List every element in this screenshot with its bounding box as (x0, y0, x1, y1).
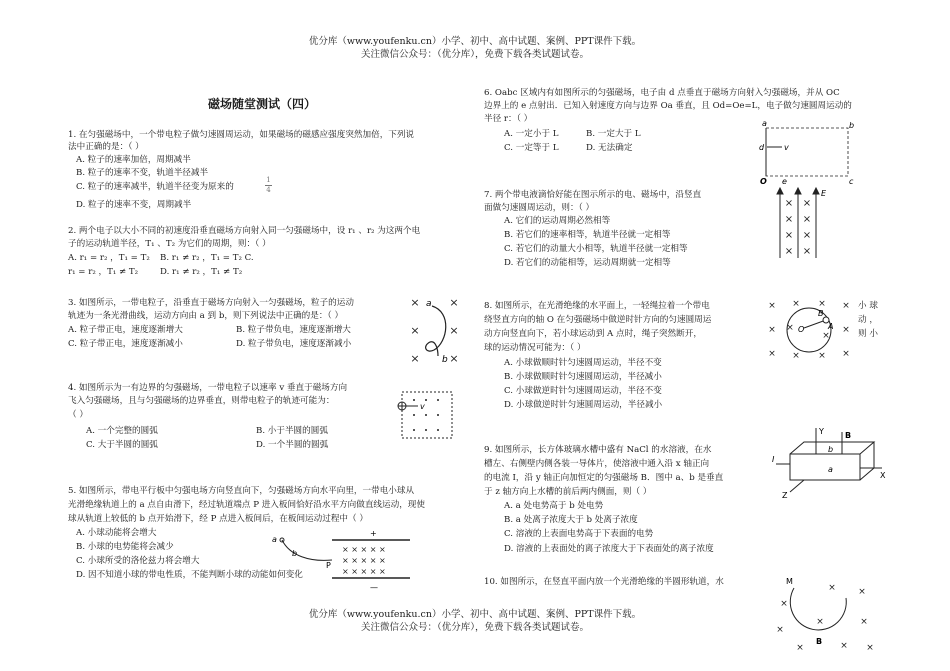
q5-option-b: B. 小球的电势能将会减少 (76, 542, 174, 552)
q4-option-d: D. 一个半圆的圆弧 (256, 440, 329, 450)
q9-label-b: b (828, 445, 834, 454)
q9-option-c: C. 溶液的上表面电势高于下表面的电势 (504, 529, 654, 539)
page-title: 磁场随堂测试（四） (208, 97, 317, 111)
svg-text:× × × × ×: × × × × × (342, 567, 386, 576)
svg-text:×: × (449, 352, 459, 365)
svg-text:× × × × ×: × × × × × (342, 545, 386, 554)
q3-trajectory (426, 306, 446, 356)
q5-label-p: P (326, 561, 331, 570)
q1-stem-1: 1. 在匀强磁场中，一个带电粒子做匀速圆周运动，如果磁场的磁感应强度突然加倍，下列说 (68, 130, 415, 140)
q8-label-b: B (818, 309, 824, 318)
q5-stem-2: 光滑绝缘轨道上的 a 点自由滑下，经过轨道端点 P 进入板间恰好沿水平方向做直线运动，现使 (68, 500, 425, 510)
q9-option-b: B. a 处离子浓度大于 b 处离子浓度 (504, 515, 638, 525)
q8-option-b: B. 小球做顺时针匀速圆周运动，半径减小 (504, 372, 662, 382)
q9-label-z: Z (782, 491, 788, 500)
q1-option-d: D. 粒子的速率不变，周期减半 (76, 200, 192, 210)
q9-option-d: D. 溶液的上表面处的离子浓度大于下表面处的离子浓度 (504, 544, 714, 554)
q3-label-a: a (426, 299, 432, 309)
q3-diagram (408, 294, 463, 366)
q5-track (282, 540, 332, 560)
q4-stem-3: （ ） (68, 410, 88, 420)
q9-label-y: Y (819, 427, 824, 436)
q7-stem-1: 7. 两个带电液滴恰好能在图示所示的电、磁场中，沿竖直 (484, 190, 702, 200)
q7-option-c: C. 若它们的动量大小相等，轨道半径就一定相等 (504, 244, 688, 254)
svg-text:×: × (802, 246, 812, 257)
svg-text:×: × (842, 325, 850, 335)
svg-text:×: × (816, 617, 824, 627)
q10-label-b: B (816, 637, 823, 646)
svg-text:×: × (410, 352, 420, 365)
q9-stem-1: 9. 如图所示，长方体玻璃水槽中盛有 NaCl 的水溶液，在水 (484, 445, 712, 455)
q1-fraction-den: 4 (266, 186, 271, 194)
svg-text:×: × (842, 301, 850, 311)
q8-side-2: 动 ， (858, 315, 878, 325)
q2-option-c: r₁ = r₂ ，T₁ ≠ T₂ (68, 267, 139, 277)
svg-text:×: × (784, 198, 794, 209)
q8-side-3: 则 小 (858, 329, 878, 339)
q4-diagram (394, 388, 456, 442)
svg-text:×: × (784, 246, 794, 257)
q8-label-a: A (828, 322, 834, 331)
q6-option-c: C. 一定等于 L (504, 143, 559, 153)
svg-text:×: × (818, 299, 826, 309)
q5-stem-1: 5. 如图所示，带电平行板中匀强电场方向竖直向下，匀强磁场方向水平向里，一带电小球从 (68, 486, 415, 496)
q4-option-b: B. 小于半圆的圆弧 (256, 426, 328, 436)
svg-text:×: × (768, 325, 776, 335)
q6-label-b: b (849, 121, 855, 130)
q10-stem-1: 10. 如图所示，在竖直平面内放一个光滑绝缘的半圆形轨道，水 (484, 577, 724, 587)
svg-text:×: × (858, 587, 866, 597)
svg-text:×: × (802, 230, 812, 241)
q4-label-v: v (420, 402, 425, 411)
q8-rope (804, 320, 826, 328)
q5-option-c: C. 小球所受的洛伦兹力将会增大 (76, 556, 200, 566)
q8-stem-2: 绕竖直方向的轴 O 在匀强磁场中做逆时针方向的匀速圆周运 (484, 315, 712, 325)
q8-option-a: A. 小球做顺时针匀速圆周运动，半径不变 (504, 358, 662, 368)
svg-text:×: × (842, 349, 850, 359)
q8-label-o: O (798, 325, 805, 334)
q9-option-a: A. a 处电势高于 b 处电势 (504, 501, 604, 511)
q4-option-a: A. 一个完整的圆弧 (86, 426, 158, 436)
svg-text:×: × (780, 599, 788, 609)
q3-option-b: B. 粒子带负电，速度逐渐增大 (236, 325, 351, 335)
q3-option-c: C. 粒子带正电，速度逐渐减小 (68, 339, 183, 349)
q9-diagram (770, 424, 890, 500)
q6-label-a: a (762, 120, 767, 128)
svg-text:×: × (784, 230, 794, 241)
q6-diagram (758, 120, 858, 184)
q3-label-b: b (442, 355, 448, 365)
q8-diagram (766, 296, 852, 362)
q9-stem-4: 于 z 轴方向上水槽的前后两内侧面，则（ ） (484, 487, 652, 497)
q7-option-a: A. 它们的运动周期必然相等 (504, 216, 611, 226)
q2-stem-2: 子的运动轨道半径，T₁ 、T₂ 为它们的周期，则：（ ） (68, 239, 271, 249)
q9-label-b-field: B (845, 431, 852, 440)
q7-option-d: D. 若它们的动能相等，运动周期就一定相等 (504, 258, 671, 268)
svg-text:×: × (449, 296, 459, 309)
footer-line-2: 关注微信公众号：（优分库），免费下载各类试题试卷。 (360, 622, 589, 633)
q3-stem-2: 轨迹为一条光滑曲线，运动方向由 a 到 b，则下列说法中正确的是：（ ） (68, 311, 344, 321)
q5-label-a: a (272, 535, 277, 544)
q6-stem-1: 6. Oabc 区域内有如图所示的匀强磁场，电子由 d 点垂直于磁场方向射入匀强磁场，并从 OC (484, 88, 840, 98)
svg-text:×: × (818, 351, 826, 361)
svg-text:×: × (768, 349, 776, 359)
q6-option-a: A. 一定小于 L (504, 129, 559, 139)
q1-option-a: A. 粒子的速率加倍，周期减半 (76, 155, 191, 165)
header-line-1: 优分库（www.youfenku.cn）小学、初中、高中试题、案例、PPT课件下载。 (308, 36, 642, 47)
svg-text:×: × (792, 351, 800, 361)
svg-text:×: × (786, 323, 794, 333)
header-line-2: 关注微信公众号：（优分库），免费下载各类试题试卷。 (360, 49, 589, 60)
svg-text:×: × (784, 214, 794, 225)
q4-option-c: C. 大于半圆的圆弧 (86, 440, 158, 450)
q9-label-i: I (772, 455, 775, 464)
q6-stem-2: 边界上的 e 点射出．已知入射速度方向与边界 Oa 垂直，且 Od=Oe=L，电子做匀速圆周运动的 (484, 101, 852, 111)
q7-label-e: E (821, 189, 827, 198)
q2-option-b: B. r₁ ≠ r₂ ，T₁ = T₂ C. (160, 253, 254, 263)
q1-option-c: C. 粒子的速率减半，轨道半径变为原来的 (76, 182, 234, 192)
q8-side-1: 小 球 (858, 301, 878, 311)
q4-stem-1: 4. 如图所示为一有边界的匀强磁场，一带电粒子以速率 v 垂直于磁场方向 (68, 383, 348, 393)
q3-stem-1: 3. 如图所示，一带电粒子，沿垂直于磁场方向射入一匀强磁场，粒子的运动 (68, 298, 354, 308)
q3-option-d: D. 粒子带负电，速度逐渐减小 (236, 339, 352, 349)
q5-option-d: D. 因不知道小球的带电性质，不能判断小球的动能如何变化 (76, 570, 303, 580)
q6-label-c: c (849, 177, 854, 184)
q5-stem-3: 球从轨道上较低的 b 点开始滑下，经 P 点进入板间后，在板间运动过程中（ ） (68, 514, 368, 524)
q9-label-x: X (880, 471, 886, 480)
q5-label-minus: — (370, 583, 378, 592)
q8-stem-1: 8. 如图所示，在光滑绝缘的水平面上，一轻绳拉着一个带电 (484, 301, 710, 311)
q4-stem-2: 飞入匀强磁场，且与匀强磁场的边界垂直，则带电粒子的轨迹可能为： (68, 396, 335, 406)
q7-option-b: B. 若它们的速率相等，轨道半径就一定相等 (504, 230, 671, 240)
footer-line-1: 优分库（www.youfenku.cn）小学、初中、高中试题、案例、PPT课件下载。 (308, 609, 642, 620)
q8-option-d: D. 小球做逆时针匀速圆周运动，半径减小 (504, 400, 663, 410)
svg-text:×: × (840, 641, 848, 651)
svg-text:×: × (860, 617, 868, 627)
q5-option-a: A. 小球动能将会增大 (76, 528, 157, 538)
q1-stem-2: 法中正确的是：（ ） (68, 142, 144, 152)
q9-tank-front (790, 454, 860, 480)
q3-option-a: A. 粒子带正电，速度逐渐增大 (68, 325, 183, 335)
q8-stem-3: 动方向竖直向下，若小球运动到 A 点时，绳子突然断开， (484, 329, 702, 339)
q6-option-b: B. 一定大于 L (586, 129, 641, 139)
q2-stem-1: 2. 两个电子以大小不同的初速度沿垂直磁场方向射入同一匀强磁场中，设 r₁ 、r₂ 为这两个电 (68, 226, 421, 236)
q6-stem-3: 半径 r：（ ） (484, 114, 533, 124)
q2-option-a: A. r₁ = r₂ ，T₁ = T₂ (68, 253, 150, 263)
q7-diagram (774, 184, 834, 260)
q9-stem-3: 的电流 I，沿 y 轴正向加恒定的匀强磁场 B．图中 a、b 是垂直 (484, 473, 724, 483)
svg-text:×: × (802, 214, 812, 225)
svg-text:×: × (792, 299, 800, 309)
q1-option-b: B. 粒子的速率不变，轨道半径减半 (76, 168, 209, 178)
svg-text:×: × (776, 625, 784, 635)
svg-text:× × × × ×: × × × × × (342, 556, 386, 565)
q8-stem-4: 球的运动情况可能为：（ ） (484, 343, 586, 353)
svg-text:×: × (410, 296, 420, 309)
svg-text:×: × (822, 331, 830, 341)
svg-text:×: × (828, 583, 836, 593)
q9-stem-2: 槽左、右侧壁内侧各装一导体片，使溶液中通入沿 x 轴正向 (484, 459, 710, 469)
q2-option-d: D. r₁ ≠ r₂ ，T₁ ≠ T₂ (160, 267, 243, 277)
q9-label-a: a (828, 465, 833, 474)
q8-option-c: C. 小球做逆时针匀速圆周运动，半径不变 (504, 386, 662, 396)
q10-label-m: M (786, 577, 793, 586)
svg-text:×: × (866, 643, 874, 653)
q5-diagram (270, 526, 420, 594)
q1-fraction (265, 176, 272, 195)
q5-label-b: b (292, 549, 298, 558)
svg-text:×: × (768, 301, 776, 311)
q6-label-e: e (782, 177, 787, 184)
q6-option-d: D. 无法确定 (586, 143, 633, 153)
q6-label-d: d (759, 143, 765, 152)
q6-label-v: v (784, 143, 789, 152)
q7-stem-2: 面做匀速圆周运动，则：（ ） (484, 203, 595, 213)
svg-text:×: × (410, 324, 420, 337)
svg-text:×: × (796, 643, 804, 653)
svg-text:×: × (449, 324, 459, 337)
q6-field-region (766, 128, 848, 176)
q5-label-plus: + (370, 529, 377, 538)
q6-label-o: O (760, 177, 767, 184)
svg-text:×: × (802, 198, 812, 209)
q1-fraction-num: 1 (266, 176, 271, 184)
q9-z-axis (790, 480, 804, 492)
